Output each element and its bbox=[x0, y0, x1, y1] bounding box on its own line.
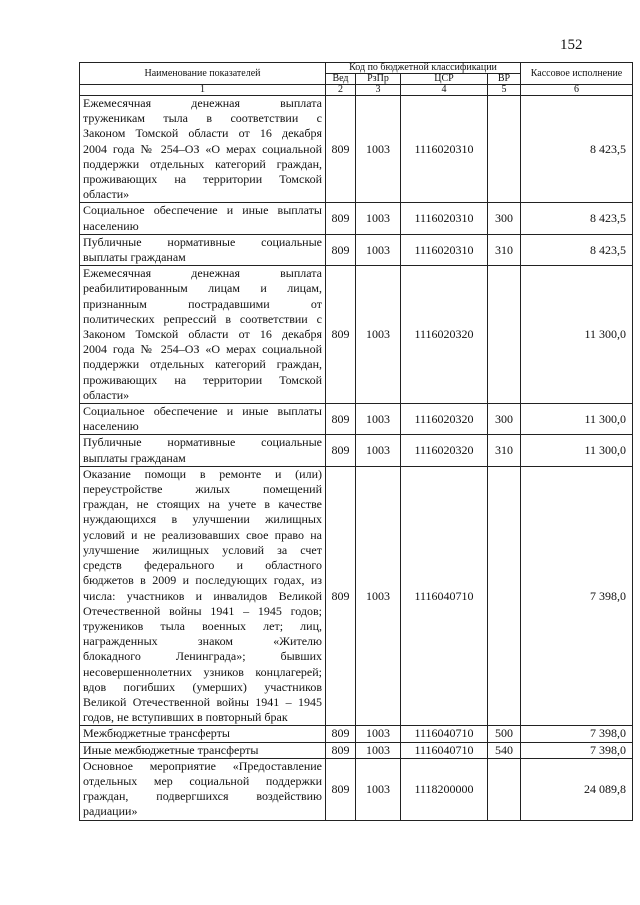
row-amount: 7 398,0 bbox=[521, 466, 633, 725]
row-name-line: политических репрессий в соответствии с bbox=[83, 311, 322, 326]
header-row-1 bbox=[80, 63, 633, 74]
row-amount: 11 300,0 bbox=[521, 435, 633, 466]
row-rzpr: 1003 bbox=[356, 742, 401, 758]
row-vr: 540 bbox=[488, 742, 521, 758]
row-csr: 1116020310 bbox=[401, 203, 488, 234]
row-name-line: награжденных знаком «Жителю bbox=[83, 634, 322, 649]
header-vr: ВР bbox=[488, 74, 521, 85]
row-name-line: 2004 года № 254–ОЗ «О мерах социальной bbox=[83, 342, 322, 357]
row-name-line: граждан, подвергшихся воздействию bbox=[83, 789, 322, 804]
row-rzpr: 1003 bbox=[356, 726, 401, 742]
row-amount: 11 300,0 bbox=[521, 404, 633, 435]
row-amount: 8 423,5 bbox=[521, 203, 633, 234]
row-ved: 809 bbox=[326, 404, 356, 435]
row-name-line: блокадного Ленинграда»; бывших bbox=[83, 649, 322, 664]
row-name-line: средств федерального и областного bbox=[83, 558, 322, 573]
row-name-text bbox=[83, 235, 322, 265]
row-name-line: Великой Отечественной войны 1941 – 1945 bbox=[83, 694, 322, 709]
row-name-line: радиации» bbox=[83, 804, 138, 819]
row-ved: 809 bbox=[326, 758, 356, 820]
row-name-line: труженикам тыла в соответствии с bbox=[83, 111, 322, 126]
row-vr bbox=[488, 266, 521, 404]
row-name bbox=[80, 404, 326, 435]
table-row bbox=[80, 96, 633, 203]
row-name bbox=[80, 96, 326, 203]
row-ved: 809 bbox=[326, 466, 356, 725]
row-ved: 809 bbox=[326, 726, 356, 742]
row-name bbox=[80, 203, 326, 234]
budget-table bbox=[79, 62, 633, 821]
row-name-line: области» bbox=[83, 187, 130, 202]
row-csr: 1116020320 bbox=[401, 435, 488, 466]
row-name-line: реабилитированным лицам и лицам, bbox=[83, 281, 322, 296]
row-name-line: Иные межбюджетные трансферты bbox=[83, 742, 259, 757]
row-name bbox=[80, 266, 326, 404]
header-code-group: Код по бюджетной классификации bbox=[326, 63, 521, 74]
row-amount: 7 398,0 bbox=[521, 726, 633, 742]
row-name-line: годов, не вступивших в повторный брак bbox=[83, 710, 288, 725]
column-number-row bbox=[80, 85, 633, 96]
table-row bbox=[80, 742, 633, 758]
header-rzpr: РзПр bbox=[356, 74, 401, 85]
row-name-line: Ежемесячная денежная выплата bbox=[83, 96, 322, 110]
col-num: 3 bbox=[356, 85, 401, 96]
row-name bbox=[80, 466, 326, 725]
row-name-line: несовершеннолетних узников концлагерей; bbox=[83, 664, 322, 679]
row-vr: 300 bbox=[488, 404, 521, 435]
row-csr: 1116020320 bbox=[401, 404, 488, 435]
row-vr: 300 bbox=[488, 203, 521, 234]
table-row bbox=[80, 466, 633, 725]
row-name-text bbox=[83, 404, 322, 434]
header-name: Наименование показателей bbox=[80, 63, 326, 85]
table-row bbox=[80, 435, 633, 466]
row-name-line: Публичные нормативные социальные bbox=[83, 234, 322, 249]
row-name bbox=[80, 758, 326, 820]
row-rzpr: 1003 bbox=[356, 404, 401, 435]
row-rzpr: 1003 bbox=[356, 466, 401, 725]
row-name-text bbox=[83, 467, 322, 725]
row-rzpr: 1003 bbox=[356, 96, 401, 203]
row-name-line: населению bbox=[83, 218, 139, 233]
row-name-line: Основное мероприятие «Предоставление bbox=[83, 758, 322, 773]
row-name-line: тружеников тыла военных лет; лиц, bbox=[83, 618, 322, 633]
row-name-text bbox=[83, 435, 322, 465]
row-name-line: Социальное обеспечение и иные выплаты bbox=[83, 203, 322, 218]
col-num: 2 bbox=[326, 85, 356, 96]
row-name bbox=[80, 234, 326, 265]
row-ved: 809 bbox=[326, 266, 356, 404]
row-csr: 1116020310 bbox=[401, 96, 488, 203]
table-row bbox=[80, 404, 633, 435]
row-name-line: населению bbox=[83, 419, 139, 434]
table-row bbox=[80, 726, 633, 742]
row-name-line: условий и не реализовавших свое право на bbox=[83, 527, 322, 542]
table-row bbox=[80, 266, 633, 404]
row-name-line: поддержки отдельных категорий граждан, bbox=[83, 156, 322, 171]
row-csr: 1118200000 bbox=[401, 758, 488, 820]
col-num: 5 bbox=[488, 85, 521, 96]
row-name-line: переустройстве жилых помещений bbox=[83, 482, 322, 497]
row-name-line: проживающих на территории Томской bbox=[83, 172, 322, 187]
row-amount: 7 398,0 bbox=[521, 742, 633, 758]
row-name-line: выплаты гражданам bbox=[83, 450, 186, 465]
row-name-line: бюджетов в 2009 и последующих годах, из bbox=[83, 573, 322, 588]
header-cash: Кассовое исполнение bbox=[521, 63, 633, 85]
col-num: 6 bbox=[521, 85, 633, 96]
row-name-line: Отечественной войны 1941 – 1945 годов; bbox=[83, 603, 322, 618]
row-rzpr: 1003 bbox=[356, 266, 401, 404]
table-row bbox=[80, 758, 633, 820]
row-name-text bbox=[83, 96, 322, 202]
row-name-text bbox=[83, 266, 322, 403]
row-rzpr: 1003 bbox=[356, 758, 401, 820]
row-name-line: Социальное обеспечение и иные выплаты bbox=[83, 404, 322, 419]
row-name-line: числа: участников и инвалидов Великой bbox=[83, 588, 322, 603]
row-name bbox=[80, 435, 326, 466]
table-row bbox=[80, 234, 633, 265]
row-name-line: 2004 года № 254–ОЗ «О мерах социальной bbox=[83, 141, 322, 156]
page-number: 152 bbox=[560, 37, 583, 53]
row-rzpr: 1003 bbox=[356, 435, 401, 466]
row-name-line: признанным пострадавшими от bbox=[83, 296, 322, 311]
header-csr: ЦСР bbox=[401, 74, 488, 85]
col-num: 4 bbox=[401, 85, 488, 96]
row-name-line: улучшение жилищных условий за счет bbox=[83, 542, 322, 557]
row-name bbox=[80, 726, 326, 742]
row-amount: 8 423,5 bbox=[521, 96, 633, 203]
row-amount: 11 300,0 bbox=[521, 266, 633, 404]
row-rzpr: 1003 bbox=[356, 234, 401, 265]
row-rzpr: 1003 bbox=[356, 203, 401, 234]
row-csr: 1116040710 bbox=[401, 742, 488, 758]
row-ved: 809 bbox=[326, 435, 356, 466]
row-csr: 1116020310 bbox=[401, 234, 488, 265]
row-name-text bbox=[83, 759, 322, 820]
row-name-text bbox=[83, 743, 322, 758]
row-name-line: Ежемесячная денежная выплата bbox=[83, 266, 322, 281]
row-ved: 809 bbox=[326, 742, 356, 758]
row-csr: 1116040710 bbox=[401, 466, 488, 725]
row-vr bbox=[488, 96, 521, 203]
row-name-line: Законом Томской области от 16 декабря bbox=[83, 327, 322, 342]
row-name-line: отдельных мер социальной поддержки bbox=[83, 773, 322, 788]
row-name-line: поддержки отдельных категорий граждан, bbox=[83, 357, 322, 372]
row-amount: 8 423,5 bbox=[521, 234, 633, 265]
row-name-line: граждан, не стоящих на учете в качестве bbox=[83, 497, 322, 512]
row-name-line: области» bbox=[83, 387, 130, 402]
row-ved: 809 bbox=[326, 234, 356, 265]
row-vr: 500 bbox=[488, 726, 521, 742]
row-vr bbox=[488, 758, 521, 820]
row-name-line: Межбюджетные трансферты bbox=[83, 726, 230, 741]
row-vr: 310 bbox=[488, 234, 521, 265]
row-vr: 310 bbox=[488, 435, 521, 466]
row-name-text bbox=[83, 726, 322, 741]
row-name-line: проживающих на территории Томской bbox=[83, 372, 322, 387]
row-ved: 809 bbox=[326, 96, 356, 203]
row-name bbox=[80, 742, 326, 758]
row-name-line: Публичные нормативные социальные bbox=[83, 435, 322, 450]
table-body bbox=[80, 96, 633, 821]
table-row bbox=[80, 203, 633, 234]
row-amount: 24 089,8 bbox=[521, 758, 633, 820]
row-name-line: Оказание помощи в ремонте и (или) bbox=[83, 466, 322, 481]
col-num: 1 bbox=[80, 85, 326, 96]
row-name-line: нуждающихся в улучшении жилищных bbox=[83, 512, 322, 527]
row-name-line: Законом Томской области от 16 декабря bbox=[83, 126, 322, 141]
row-csr: 1116040710 bbox=[401, 726, 488, 742]
row-ved: 809 bbox=[326, 203, 356, 234]
row-name-line: выплаты гражданам bbox=[83, 250, 186, 265]
row-name-line: вдов погибших (умерших) участников bbox=[83, 679, 322, 694]
header-ved: Вед bbox=[326, 74, 356, 85]
row-name-text bbox=[83, 203, 322, 233]
row-csr: 1116020320 bbox=[401, 266, 488, 404]
row-vr bbox=[488, 466, 521, 725]
